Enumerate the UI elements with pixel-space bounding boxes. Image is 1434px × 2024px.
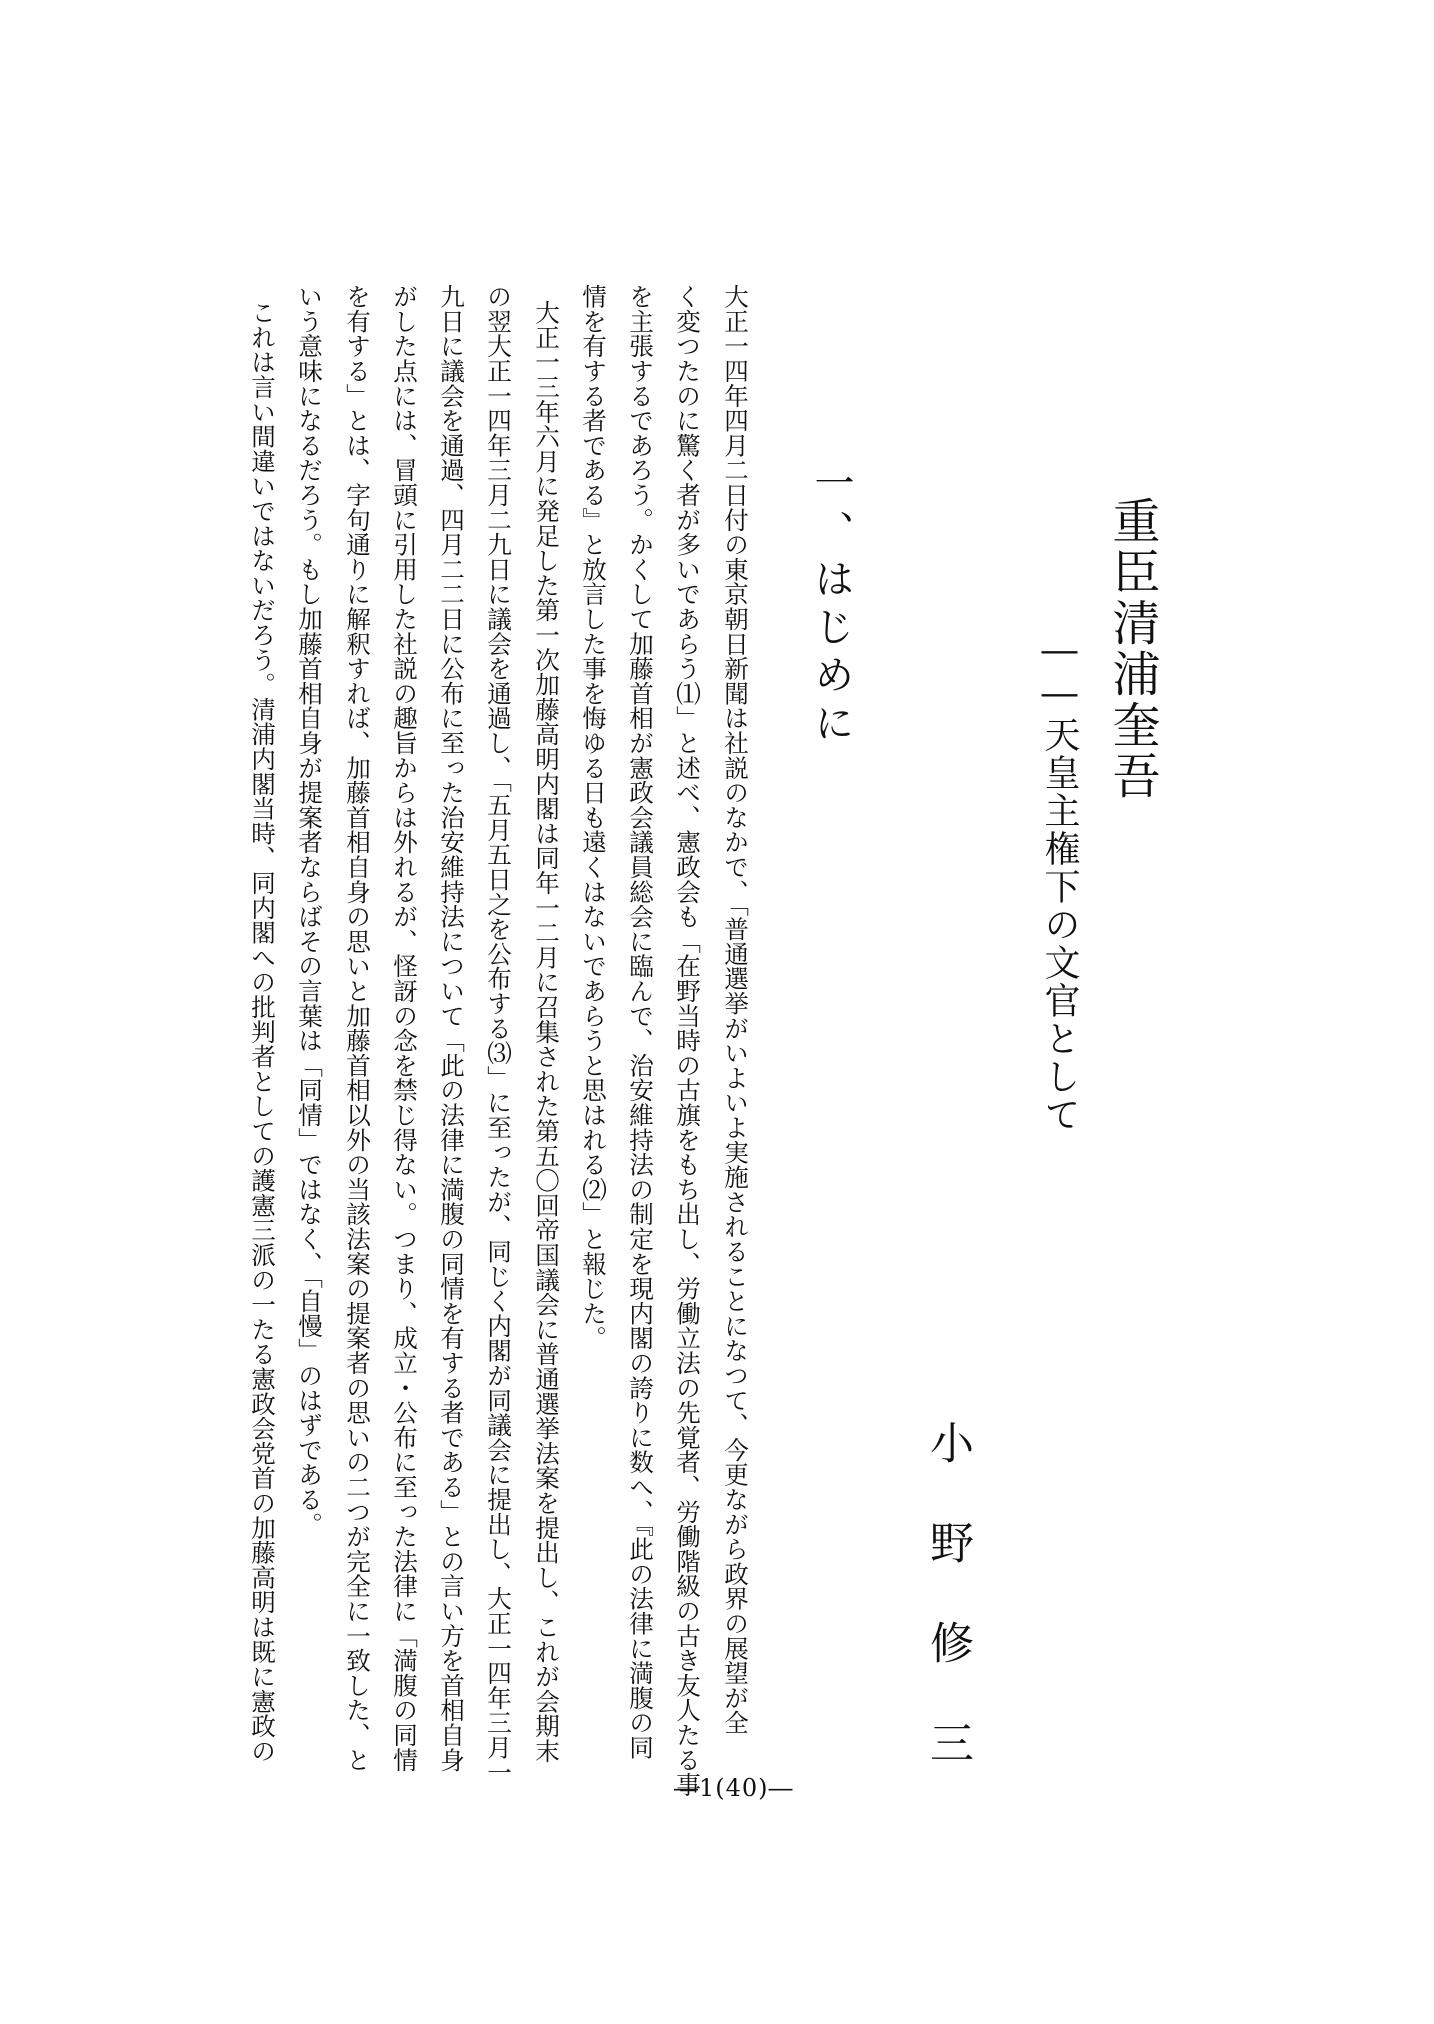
body-column: これは言い間違いではないだろう。清浦内閣当時、同内閣への批判者としての護憲三派の一たる憲政会党首の加藤高明は既に憲政の [248,300,277,1764]
section-heading: 一、はじめに [808,462,854,750]
body-column: の翌大正一四年三月二九日に議会を通過し、「五月五日之を公布する⑶」に至ったが、同じく内閣が同議会に提出し、大正一四年三月一 [484,284,513,1785]
page-number: ―1(40)― [674,1774,794,1802]
article-subtitle: ――天皇主権下の文官として [1039,630,1080,1134]
body-column: いう意味になるだろう。もし加藤首相自身が提案者ならばその言葉は「同情」ではなく、「自慢」のはずである。 [295,284,324,1537]
body-column: 情を有する者である』と放言した事を悔ゆる日も遠くはないであらうと思はれる⑵」と報じた。 [579,284,608,1351]
body-column: がした点には、冒頭に引用した社説の趣旨からは外れるが、怪訝の念を禁じ得ない。つまり、成立・公布に至った法律に「満腹の同情 [390,284,419,1772]
article-title: 重臣清浦奎吾 [1104,496,1160,802]
author-name: 小野修三 [922,1420,973,1820]
body-column: を有する」とは、字句通りに解釈すれば、加藤首相自身の思いと加藤首相以外の当該法案の提案者の思いの二つが完全に一致した、と [343,284,372,1772]
body-column: 大正一四年四月二日付の東京朝日新聞は社説のなかで、「普通選挙がいよいよ実施されることになつて、今更ながら政界の展望が全 [721,284,750,1735]
body-column: 九日に議会を通過、四月二二日に公布に至った治安維持法について「此の法律に満腹の同情を有する者である」との言い方を首相自身 [437,284,466,1772]
body-column: を主張するであろう。かくして加藤首相が憲政会議員総会に臨んで、治安維持法の制定を現内閣の誇りに数へ、『此の法律に満腹の同 [626,284,655,1760]
body-column: 大正一三年六月に発足した第一次加藤高明内閣は同年一二月に召集された第五〇回帝国議会に普通選挙法案を提出し、これが会期末 [532,300,561,1764]
body-column: く変つたのに驚く者が多いであらう⑴」と述べ、憲政会も「在野当時の古旗をもち出し、労働立法の先覚者、労働階級の古き友人たる事 [673,284,702,1797]
